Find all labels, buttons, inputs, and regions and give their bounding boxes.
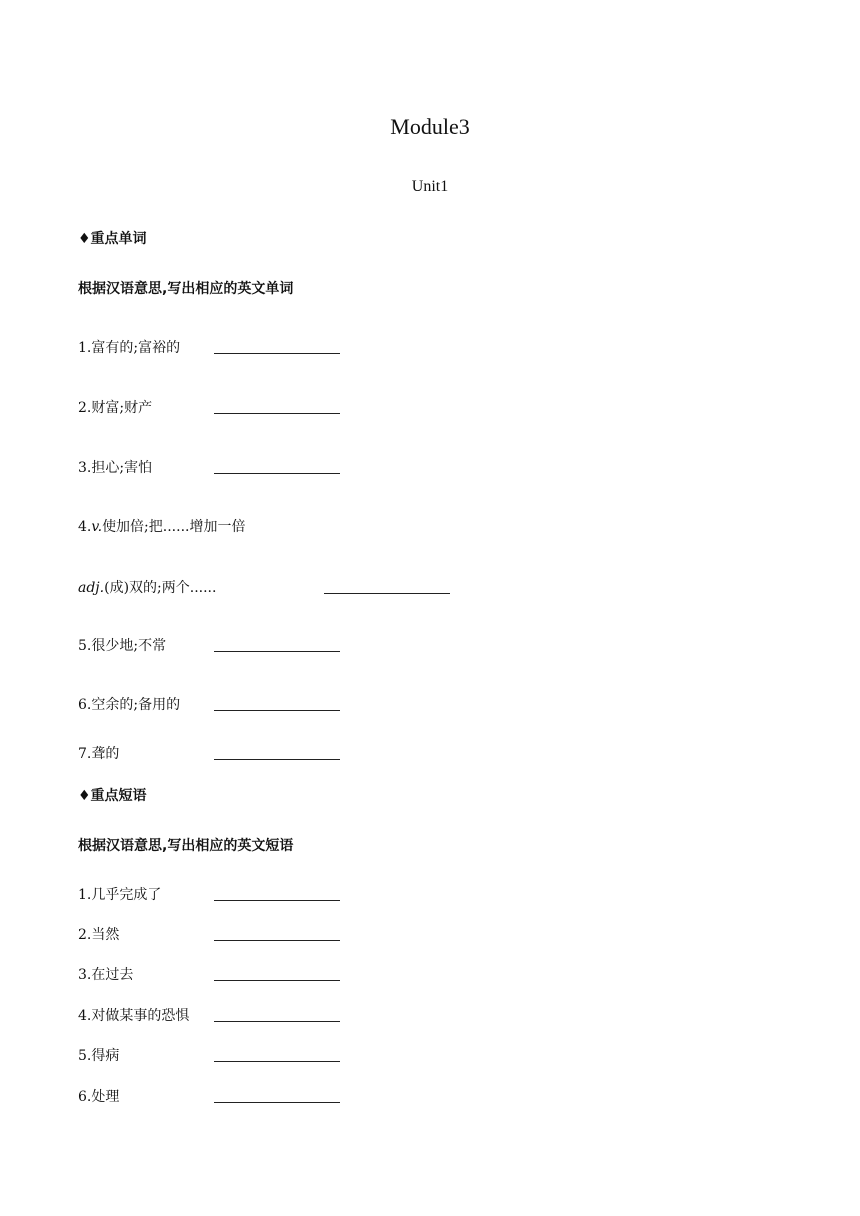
answer-blank[interactable]	[214, 473, 340, 474]
answer-blank[interactable]	[214, 1061, 340, 1062]
answer-blank[interactable]	[214, 940, 340, 941]
answer-blank[interactable]	[214, 1021, 340, 1022]
word-item: 3.担心;害怕	[78, 460, 153, 476]
part-of-speech: adj.	[78, 580, 105, 596]
answer-blank[interactable]	[214, 1102, 340, 1103]
section-heading-phrases: ♦重点短语	[78, 788, 147, 804]
item-number: 4.	[78, 519, 92, 535]
page-title: Module3	[390, 114, 470, 139]
answer-blank[interactable]	[214, 413, 340, 414]
section-instruction-words: 根据汉语意思,写出相应的英文单词	[78, 281, 294, 297]
part-of-speech: v.	[91, 519, 103, 535]
word-item	[78, 516, 245, 536]
answer-blank[interactable]	[214, 759, 340, 760]
phrase-item: 2.当然	[78, 927, 120, 943]
word-item: 2.财富;财产	[78, 400, 153, 416]
word-item: 1.富有的;富裕的	[78, 340, 181, 356]
item-meaning: 使加倍;把......增加一倍	[102, 519, 246, 535]
phrase-item: 3.在过去	[78, 967, 134, 983]
item-meaning: (成)双的;两个......	[104, 580, 217, 596]
answer-blank[interactable]	[324, 593, 450, 594]
section-heading-words: ♦重点单词	[78, 231, 147, 247]
word-item: 7.聋的	[78, 746, 120, 762]
word-item: 5.很少地;不常	[78, 638, 167, 654]
section-instruction-phrases: 根据汉语意思,写出相应的英文短语	[78, 838, 294, 854]
phrase-item: 5.得病	[78, 1048, 120, 1064]
answer-blank[interactable]	[214, 353, 340, 354]
phrase-item: 1.几乎完成了	[78, 887, 162, 903]
phrase-item: 6.处理	[78, 1089, 120, 1105]
answer-blank[interactable]	[214, 651, 340, 652]
word-item: 6.空余的;备用的	[78, 697, 181, 713]
answer-blank[interactable]	[214, 710, 340, 711]
answer-blank[interactable]	[214, 900, 340, 901]
answer-blank[interactable]	[214, 980, 340, 981]
phrase-item: 4.对做某事的恐惧	[78, 1008, 190, 1024]
page-subtitle: Unit1	[411, 178, 449, 195]
word-item	[78, 577, 216, 597]
